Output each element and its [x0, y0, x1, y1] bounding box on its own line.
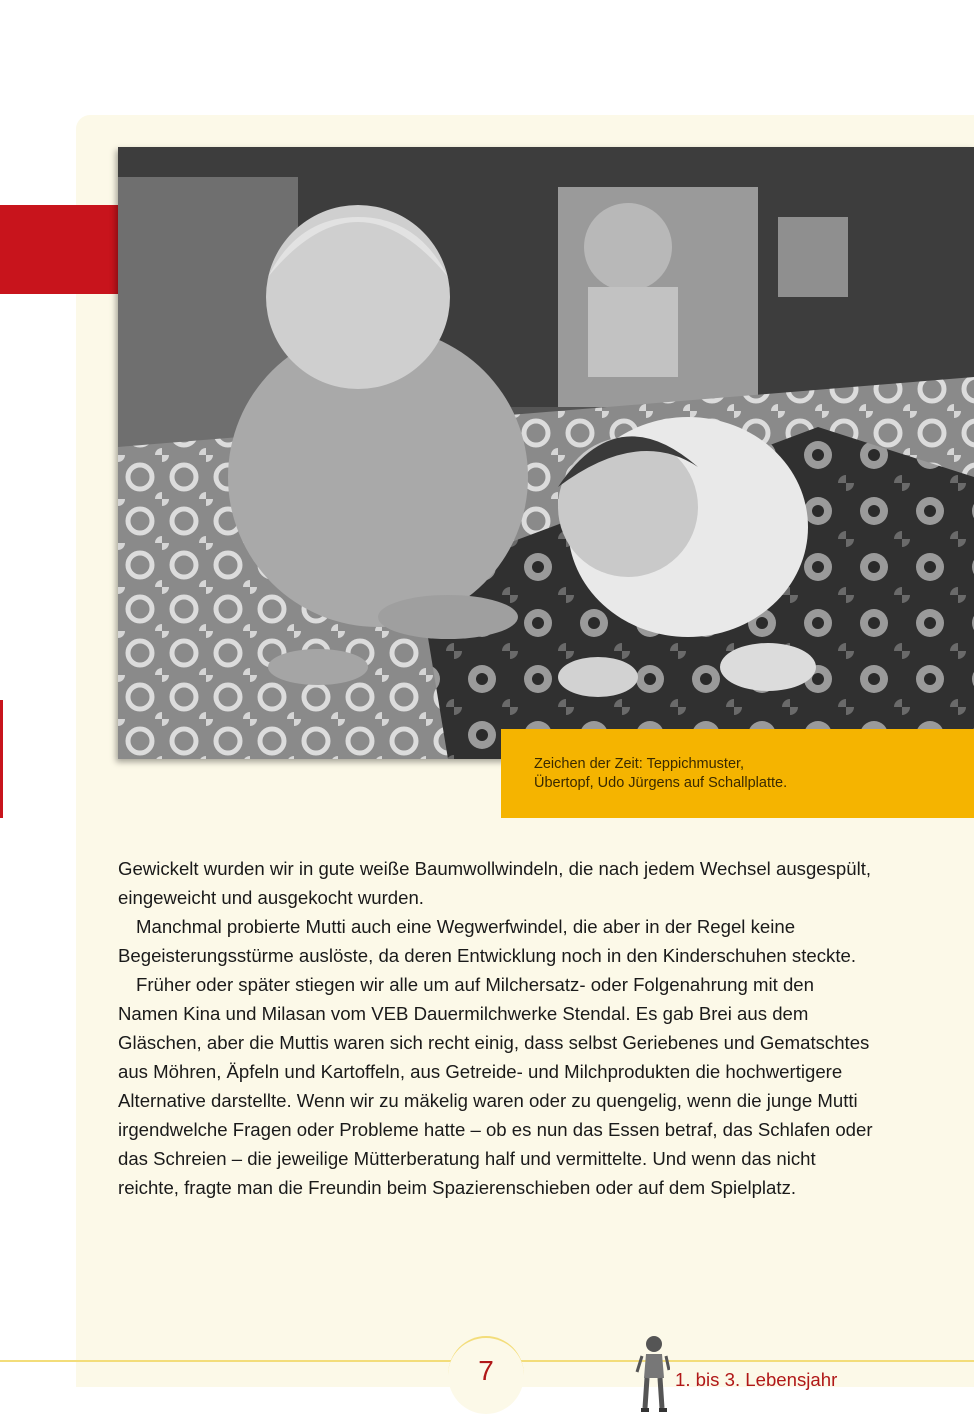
child-figure-icon — [634, 1334, 670, 1419]
body-text — [118, 854, 878, 1202]
photo-two-babies — [118, 147, 974, 759]
page-number: 7 — [478, 1355, 494, 1386]
red-marker-line — [0, 700, 3, 818]
caption-line-2: Übertopf, Udo Jürgens auf Schallplatte. — [534, 775, 788, 791]
photo-caption — [501, 729, 974, 818]
paragraph-1: Gewickelt wurden wir in gute weiße Baumwollwindeln, die nach jedem Wechsel ausgespült, eingeweicht und ausgekocht wurden. — [118, 858, 872, 908]
chapter-label: 1. bis 3. Lebensjahr — [675, 1369, 838, 1390]
paragraph-3: Früher oder später stiegen wir alle um auf Milchersatz- oder Folgenahrung mit den Namen Kina und Milasan vom VEB Dauermilchwerke Stendal. Es gab Brei aus dem Gläschen, aber die Muttis waren sich recht einig, dass selbst Geriebenes und Gematschtes aus Möhren, Äpfeln und Kartoffeln, aus Getreide- und Milchprodukten die hochwertigere Alternative darstellte. Wenn wir zu mäkelig waren oder zu quengelig, wenn die junge Mutti irgendwelche Fragen oder Probleme hatte – ob es nun das Essen betraf, das Schlafen oder das Schreien – die jeweilige Mütterberatung half und vermittelte. Und wenn das nicht reichte, fragte man die Freundin beim Spazierenschieben oder auf dem Spielplatz. — [118, 974, 873, 1198]
red-marker-tab — [0, 205, 118, 294]
paragraph-2: Manchmal probierte Mutti auch eine Wegwerfwindel, die aber in der Regel keine Begeisterungsstürme auslöste, da deren Entwicklung noch in den Kinderschuhen steckte. — [118, 916, 856, 966]
caption-line-1: Zeichen der Zeit: Teppichmuster, — [534, 756, 745, 772]
